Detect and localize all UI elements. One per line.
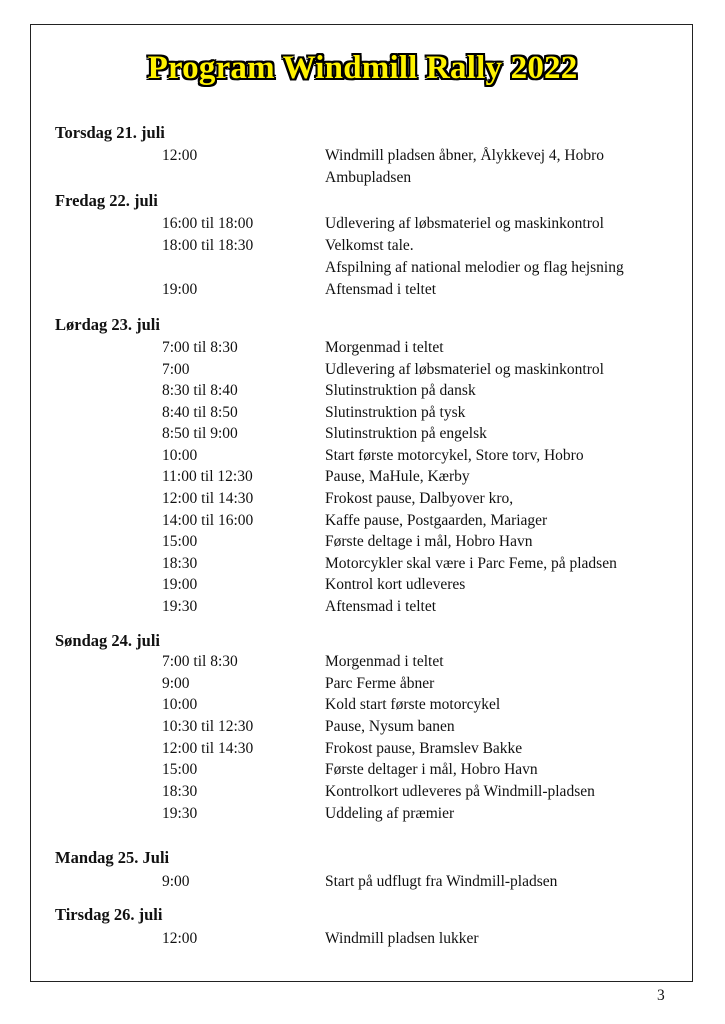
entry-time: 19:30 — [162, 598, 198, 615]
entry-event: Slutinstruktion på tysk — [325, 404, 466, 421]
entry-time: 18:30 — [162, 783, 198, 800]
entry-time: 15:00 — [162, 533, 198, 550]
entry-time: 12:00 til 14:30 — [162, 490, 254, 507]
entry-event: Udlevering af løbsmateriel og maskinkontrol — [325, 361, 604, 378]
entry-time: 15:00 — [162, 761, 198, 778]
entry-event: Parc Ferme åbner — [325, 675, 435, 692]
day-heading: Mandag 25. Juli — [55, 848, 170, 867]
entry-time: 7:00 til 8:30 — [162, 339, 238, 356]
entry-event: Ambupladsen — [325, 169, 412, 186]
entry-event: Pause, Nysum banen — [325, 718, 455, 735]
entry-event: Frokost pause, Bramslev Bakke — [325, 740, 523, 757]
entry-event: Morgenmad i teltet — [325, 653, 444, 670]
entry-time: 16:00 til 18:00 — [162, 215, 254, 232]
page-number: 3 — [657, 987, 665, 1004]
entry-event: Slutinstruktion på engelsk — [325, 425, 487, 442]
entry-event: Slutinstruktion på dansk — [325, 382, 476, 399]
entry-event: Windmill pladsen åbner, Ålykkevej 4, Hobro — [325, 147, 604, 164]
entry-time: 11:00 til 12:30 — [162, 468, 253, 485]
entry-time: 12:00 — [162, 147, 198, 164]
entry-event: Afspilning af national melodier og flag hejsning — [325, 259, 624, 276]
entry-time: 19:00 — [162, 576, 198, 593]
entry-event: Aftensmad i teltet — [325, 598, 437, 615]
entry-time: 8:30 til 8:40 — [162, 382, 238, 399]
entry-time: 19:30 — [162, 805, 198, 822]
entry-event: Frokost pause, Dalbyover kro, — [325, 490, 514, 507]
entry-time: 8:50 til 9:00 — [162, 425, 238, 442]
entry-event: Windmill pladsen lukker — [325, 930, 479, 947]
entry-event: Start på udflugt fra Windmill-pladsen — [325, 873, 558, 890]
entry-time: 12:00 til 14:30 — [162, 740, 254, 757]
entry-event: Morgenmad i teltet — [325, 339, 444, 356]
day-heading: Torsdag 21. juli — [55, 123, 165, 142]
entry-event: Start første motorcykel, Store torv, Hobro — [325, 447, 584, 464]
page-title: Program Windmill Rally 2022 — [147, 50, 578, 86]
entry-time: 12:00 — [162, 930, 198, 947]
entry-event: Kontrolkort udleveres på Windmill-pladsen — [325, 783, 595, 800]
entry-time: 7:00 — [162, 361, 190, 378]
entry-event: Første deltage i mål, Hobro Havn — [325, 533, 533, 550]
entry-time: 14:00 til 16:00 — [162, 512, 254, 529]
entry-time: 19:00 — [162, 281, 198, 298]
day-heading: Fredag 22. juli — [55, 191, 158, 210]
entry-event: Udlevering af løbsmateriel og maskinkontrol — [325, 215, 604, 232]
entry-event: Kaffe pause, Postgaarden, Mariager — [325, 512, 548, 529]
day-heading: Søndag 24. juli — [55, 631, 160, 650]
entry-event: Pause, MaHule, Kærby — [325, 468, 470, 485]
entry-time: 8:40 til 8:50 — [162, 404, 238, 421]
entry-time: 10:00 — [162, 696, 198, 713]
entry-time: 18:00 til 18:30 — [162, 237, 254, 254]
entry-time: 9:00 — [162, 675, 190, 692]
entry-time: 18:30 — [162, 555, 198, 572]
entry-event: Aftensmad i teltet — [325, 281, 437, 298]
entry-time: 10:30 til 12:30 — [162, 718, 254, 735]
entry-time: 10:00 — [162, 447, 198, 464]
entry-time: 7:00 til 8:30 — [162, 653, 238, 670]
day-heading: Lørdag 23. juli — [55, 315, 160, 334]
entry-event: Kold start første motorcykel — [325, 696, 501, 713]
entry-event: Første deltager i mål, Hobro Havn — [325, 761, 538, 778]
entry-event: Motorcykler skal være i Parc Feme, på pladsen — [325, 555, 617, 572]
entry-event: Kontrol kort udleveres — [325, 576, 466, 593]
entry-time: 9:00 — [162, 873, 190, 890]
day-heading: Tirsdag 26. juli — [55, 905, 163, 924]
entry-event: Uddeling af præmier — [325, 805, 455, 822]
entry-event: Velkomst tale. — [325, 237, 414, 254]
